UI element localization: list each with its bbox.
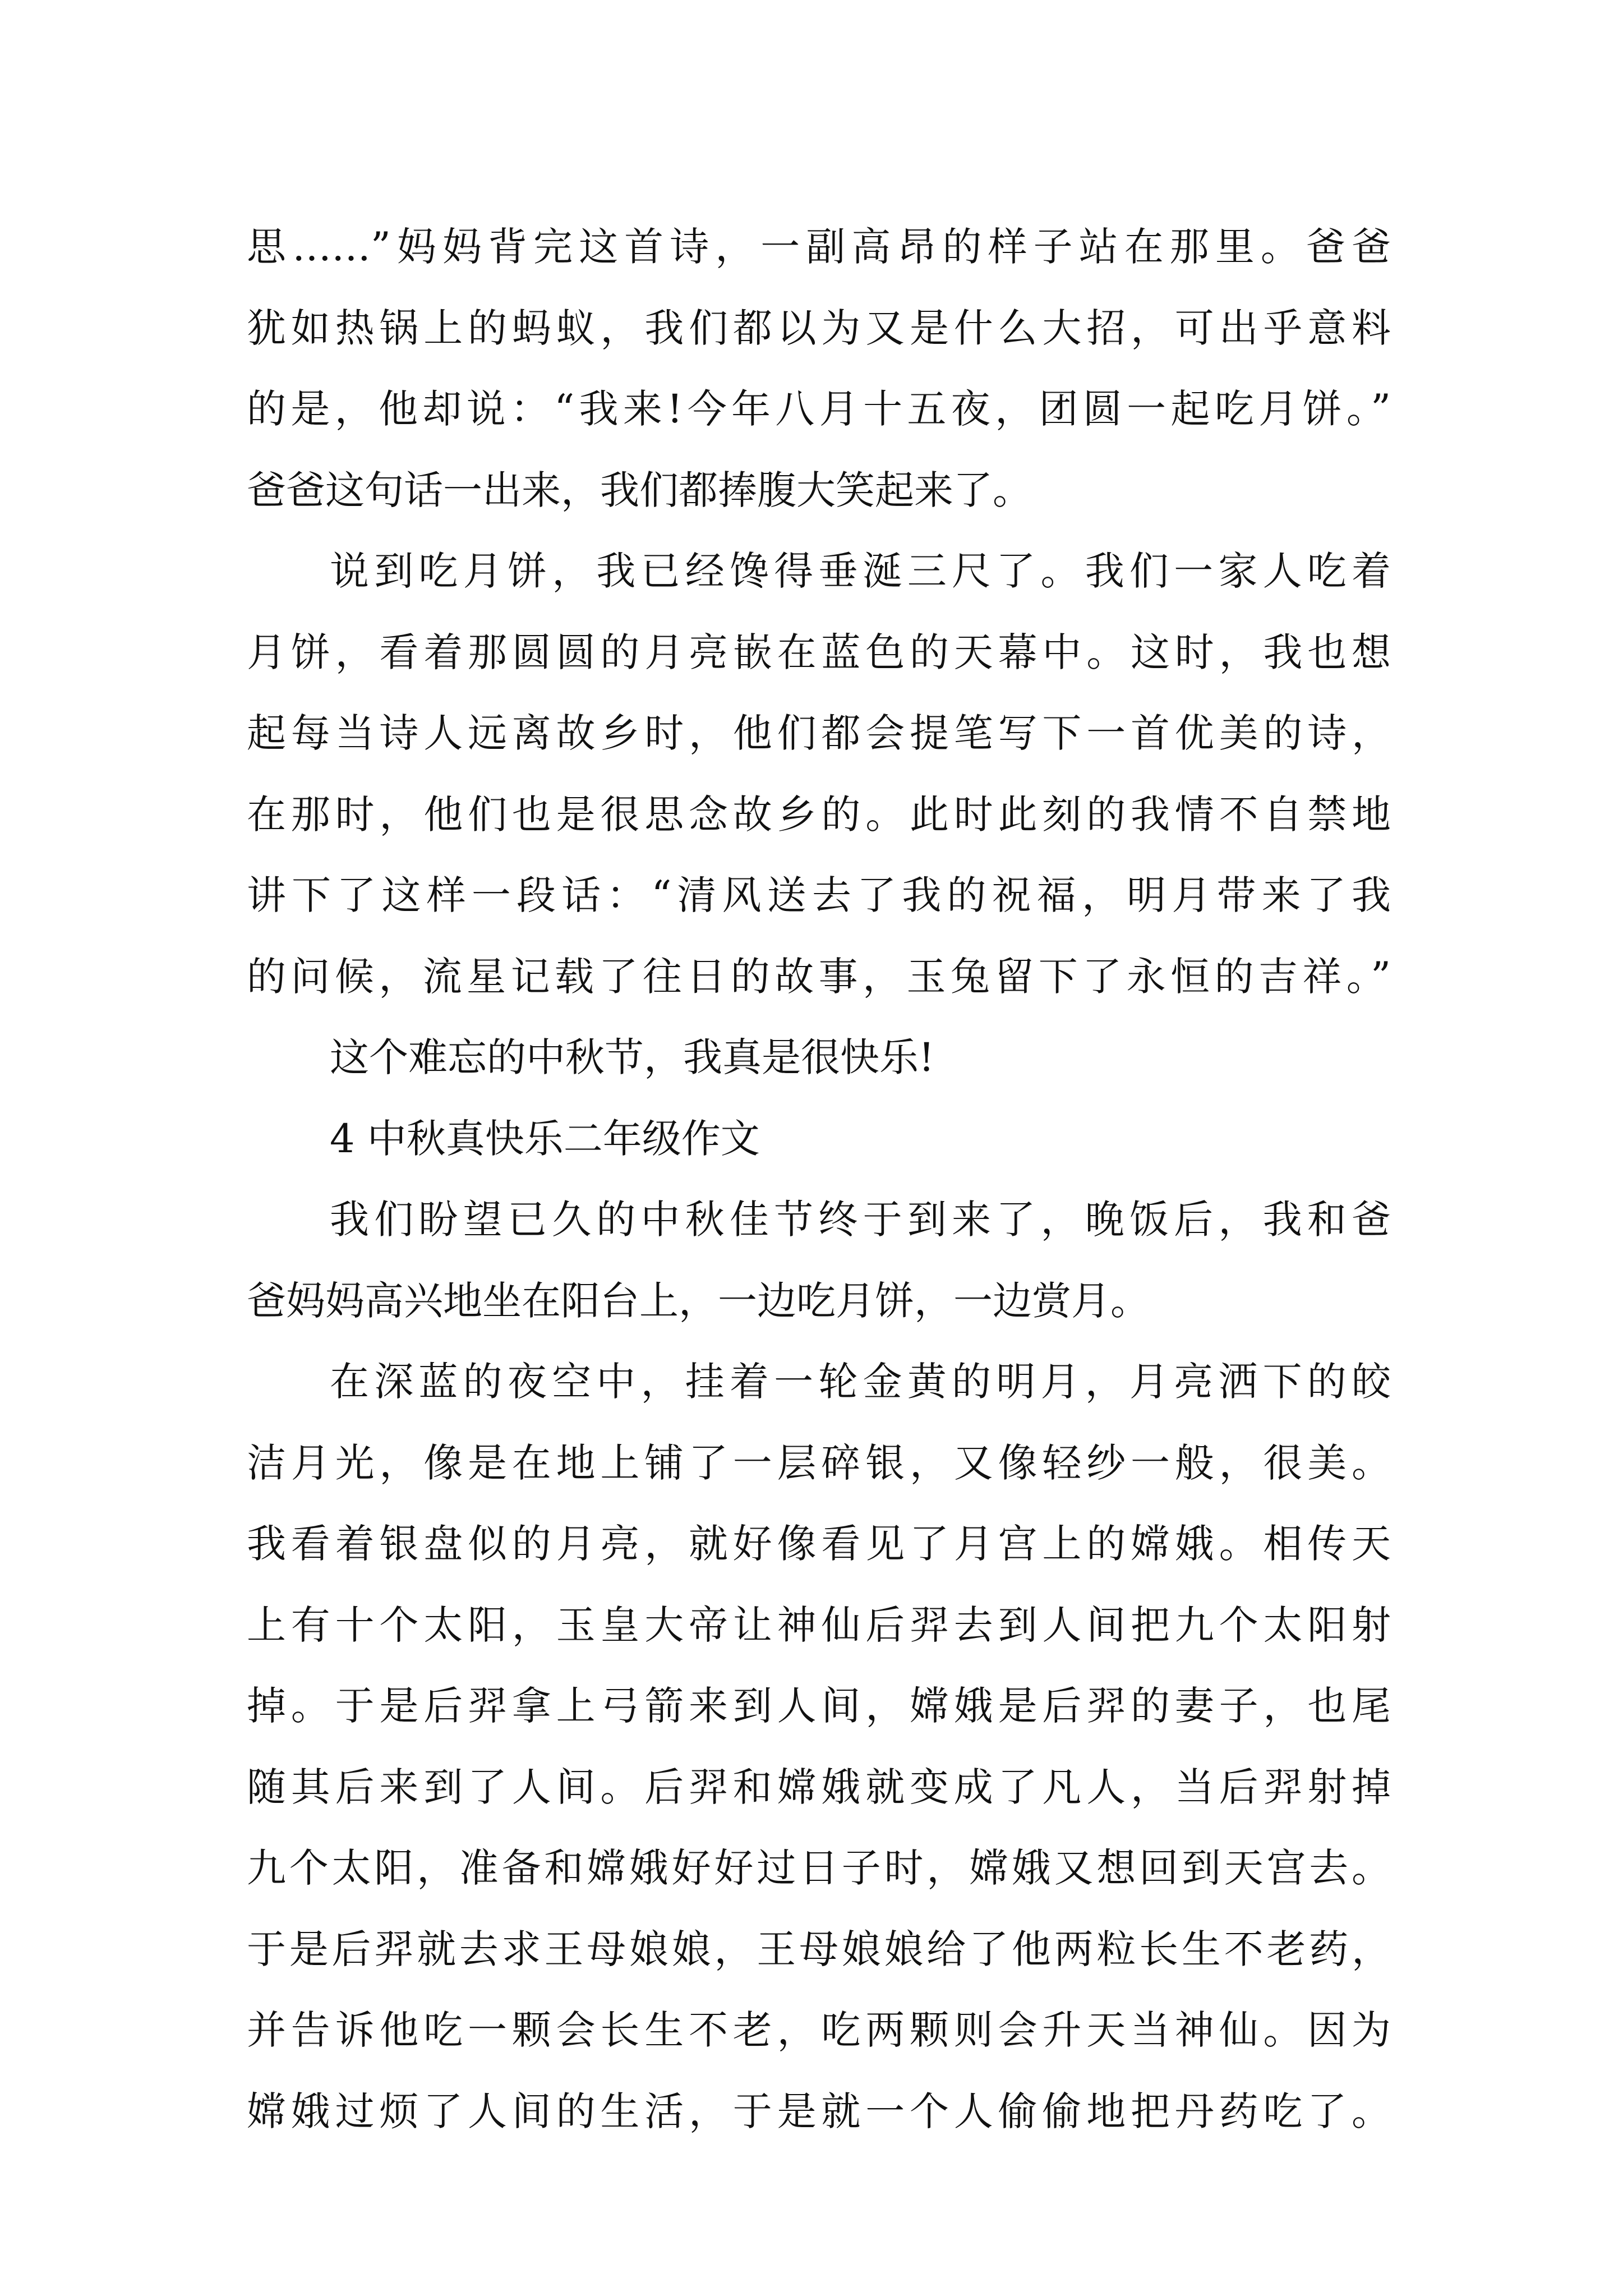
text-line: 九个太阳，准备和嫦娥好好过日子时，嫦娥又想回到天宫去。 [247, 1845, 1391, 1891]
text-line: 掉。于是后羿拿上弓箭来到人间，嫦娥是后羿的妻子，也尾 [247, 1683, 1391, 1729]
text-line: 我看着银盘似的月亮，就好像看见了月宫上的嫦娥。相传天 [247, 1521, 1391, 1567]
text-line: 思……”妈妈背完这首诗，一副高昂的样子站在那里。爸爸 [247, 224, 1391, 270]
text-line: 我们盼望已久的中秋佳节终于到来了，晚饭后，我和爸 [330, 1197, 1391, 1243]
text-line: 月饼，看着那圆圆的月亮嵌在蓝色的天幕中。这时，我也想 [247, 629, 1391, 675]
text-line: 的问候，流星记载了往日的故事，玉兔留下了永恒的吉祥。” [247, 953, 1391, 1000]
text-line: 爸爸这句话一出来，我们都捧腹大笑起来了。 [247, 467, 1032, 513]
text-line: 的是，他却说：“我来!今年八月十五夜，团圆一起吃月饼。” [247, 386, 1391, 432]
text-line: 在那时，他们也是很思念故乡的。此时此刻的我情不自禁地 [247, 791, 1391, 838]
text-line: 于是后羿就去求王母娘娘，王母娘娘给了他两粒长生不老药， [247, 1926, 1391, 1972]
text-line: 起每当诗人远离故乡时，他们都会提笔写下一首优美的诗， [247, 710, 1391, 756]
text-line: 说到吃月饼，我已经馋得垂涎三尺了。我们一家人吃着 [330, 548, 1391, 594]
text-line: 爸妈妈高兴地坐在阳台上，一边吃月饼，一边赏月。 [247, 1277, 1150, 1324]
text-line: 上有十个太阳，玉皇大帝让神仙后羿去到人间把九个太阳射 [247, 1602, 1391, 1648]
text-line: 在深蓝的夜空中，挂着一轮金黄的明月，月亮洒下的皎 [330, 1359, 1391, 1405]
text-line: 并告诉他吃一颗会长生不老，吃两颗则会升天当神仙。因为 [247, 2007, 1391, 2053]
text-line: 犹如热锅上的蚂蚁，我们都以为又是什么大招，可出乎意料 [247, 305, 1391, 351]
text-line: 随其后来到了人间。后羿和嫦娥就变成了凡人，当后羿射掉 [247, 1764, 1391, 1810]
section-heading: 4 中秋真快乐二年级作文 [330, 1115, 760, 1162]
text-line: 嫦娥过烦了人间的生活，于是就一个人偷偷地把丹药吃了。 [247, 2088, 1391, 2134]
text-line: 这个难忘的中秋节，我真是很快乐! [330, 1034, 935, 1080]
document-page [247, 206, 1391, 2152]
text-line: 洁月光，像是在地上铺了一层碎银，又像轻纱一般，很美。 [247, 1439, 1391, 1486]
text-line: 讲下了这样一段话：“清风送去了我的祝福，明月带来了我 [247, 872, 1391, 918]
